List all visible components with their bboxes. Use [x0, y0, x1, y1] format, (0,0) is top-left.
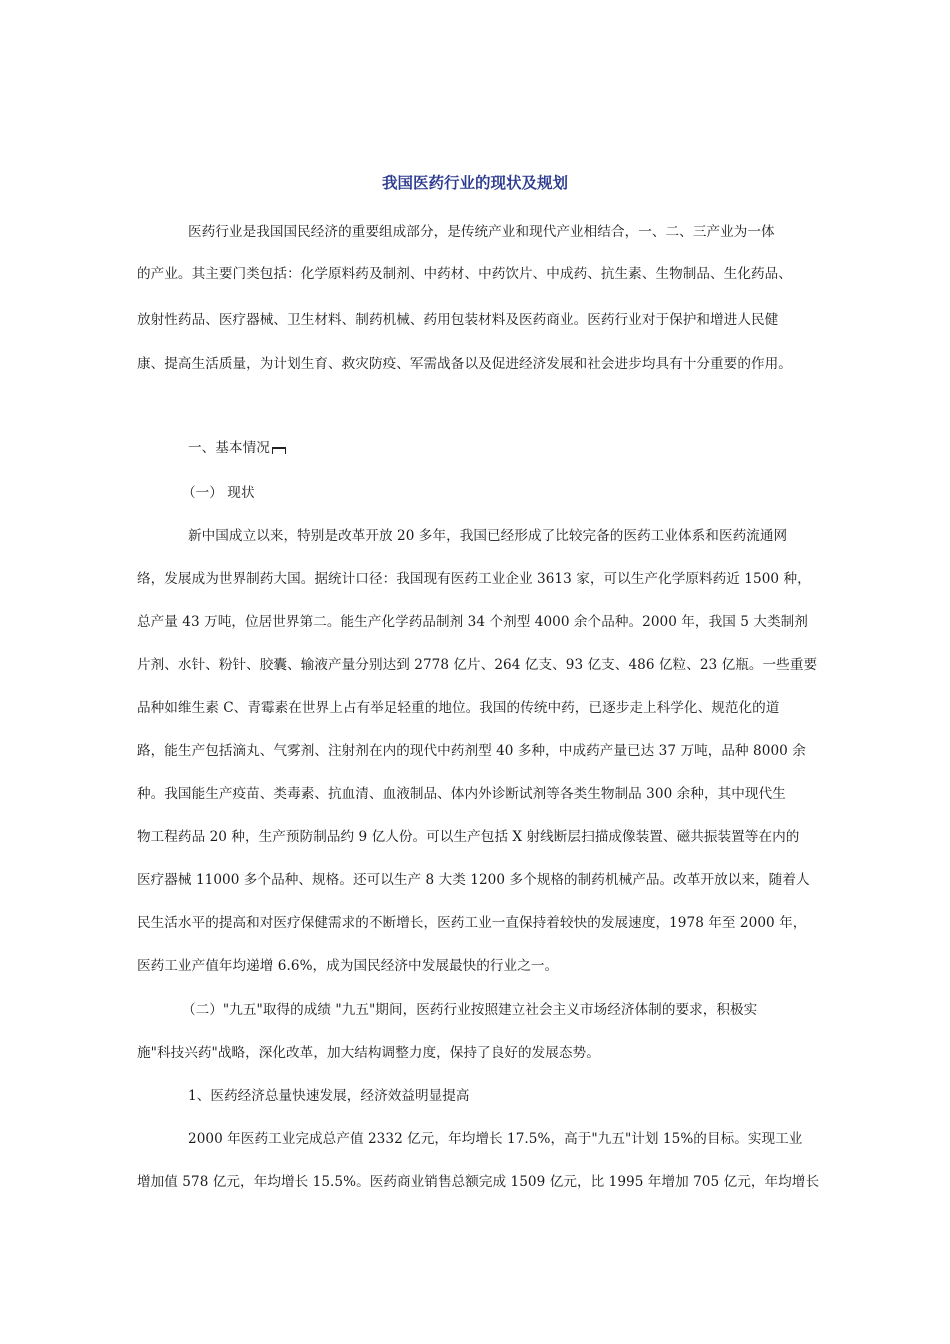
- paragraph-line: 片剂、水针、粉针、胶囊、输液产量分别达到 2778 亿片、264 亿支、93 亿支、486 亿粒、23 亿瓶。一些重要: [137, 657, 818, 673]
- paragraph-line: 新中国成立以来，特别是改革开放 20 多年，我国已经形成了比较完备的医药工业体系和医药流通网: [188, 528, 788, 544]
- document-title: 我国医药行业的现状及规划: [381, 174, 568, 192]
- paragraph-line: 络，发展成为世界制药大国。据统计口径：我国现有医药工业企业 3613 家，可以生产化学原料药近 1500 种，: [137, 571, 811, 587]
- paragraph-line: 增加值 578 亿元，年均增长 15.5%。医药商业销售总额完成 1509 亿元，比 1995 年增加 705 亿元，年均增长: [137, 1174, 820, 1190]
- paragraph-line: 路，能生产包括滴丸、气雾剂、注射剂在内的现代中药剂型 40 多种，中成药产量已达 37 万吨，品种 8000 余: [137, 743, 806, 759]
- paragraph-line: 施"科技兴药"战略，深化改革，加大结构调整力度，保持了良好的发展态势。: [137, 1045, 600, 1061]
- paragraph-line: 民生活水平的提高和对医疗保健需求的不断增长，医药工业一直保持着较快的发展速度，1978 年至 2000 年，: [137, 915, 807, 931]
- paragraph-line: 康、提高生活质量，为计划生育、救灾防疫、军需战备以及促进经济发展和社会进步均具有十分重要的作用。: [137, 356, 792, 372]
- paragraph-line: 2000 年医药工业完成总产值 2332 亿元，年均增长 17.5%，高于"九五"计划 15%的目标。实现工业: [188, 1131, 803, 1147]
- section-heading-text: 一、基本情况: [188, 440, 270, 456]
- paragraph-line: 总产量 43 万吨，位居世界第二。能生产化学药品制剂 34 个剂型 4000 余个品种。2000 年，我国 5 大类制剂: [137, 614, 808, 630]
- subsection-heading: 1、医药经济总量快速发展，经济效益明显提高: [188, 1088, 470, 1104]
- paragraph-line: 放射性药品、医疗器械、卫生材料、制药机械、药用包装材料及医药商业。医药行业对于保护和增进人民健: [137, 312, 779, 328]
- paragraph-line: （二）"九五"取得的成绩 "九五"期间，医药行业按照建立社会主义市场经济体制的要求，积极实: [182, 1002, 758, 1018]
- subsection-heading: （一） 现状: [182, 485, 255, 501]
- paragraph-mark-icon: [272, 447, 286, 454]
- paragraph-line: 物工程药品 20 种，生产预防制品约 9 亿人份。可以生产包括 X 射线断层扫描成像装置、磁共振装置等在内的: [137, 829, 800, 845]
- paragraph-line: 医药行业是我国国民经济的重要组成部分，是传统产业和现代产业相结合，一、二、三产业为一体: [188, 224, 775, 240]
- paragraph-line: 医药工业产值年均递增 6.6%，成为国民经济中发展最快的行业之一。: [137, 958, 559, 974]
- paragraph-line: 的产业。其主要门类包括：化学原料药及制剂、中药材、中药饮片、中成药、抗生素、生物制品、生化药品、: [137, 266, 792, 282]
- section-heading: [188, 438, 286, 458]
- paragraph-line: 医疗器械 11000 多个品种、规格。还可以生产 8 大类 1200 多个规格的制药机械产品。改革开放以来，随着人: [137, 872, 810, 888]
- paragraph-line: 品种如维生素 C、青霉素在世界上占有举足轻重的地位。我国的传统中药，已逐步走上科学化、规范化的道: [137, 700, 780, 716]
- paragraph-line: 种。我国能生产疫苗、类毒素、抗血清、血液制品、体内外诊断试剂等各类生物制品 300 余种，其中现代生: [137, 786, 786, 802]
